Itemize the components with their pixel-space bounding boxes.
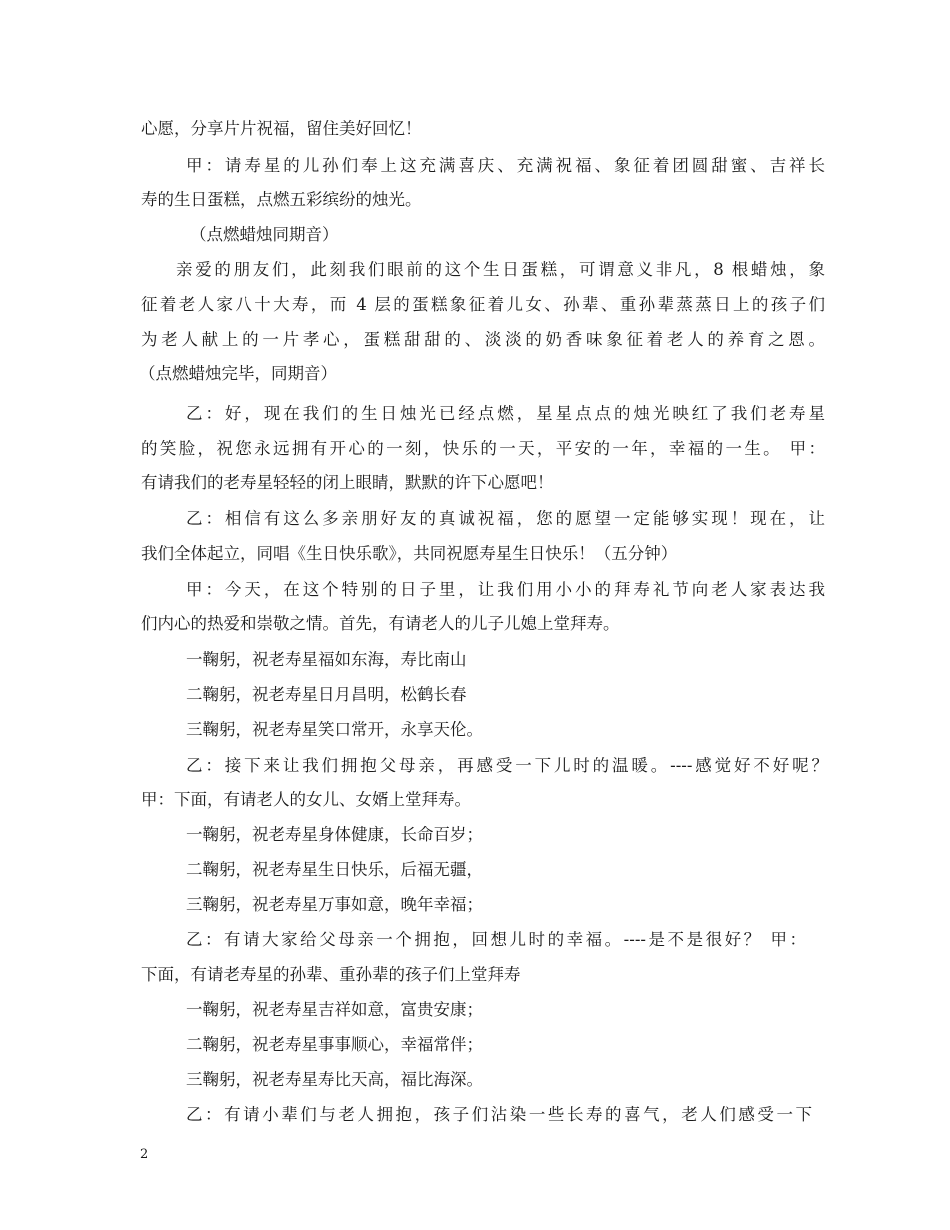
text-line: 为老人献上的一片孝心，蛋糕甜甜的、淡淡的奶香味象征着老人的养育之恩。 (141, 330, 825, 349)
text-line: （点燃蜡烛同期音） (190, 225, 339, 244)
text-line: 二鞠躬，祝老寿星日月昌明，松鹤长春 (186, 685, 467, 704)
text-line: 乙：相信有这么多亲朋好友的真诚祝福，您的愿望一定能够实现！现在，让 (186, 509, 825, 528)
text-line: 甲：下面，有请老人的女儿、女婿上堂拜寿。 (141, 790, 471, 809)
text-line: 三鞠躬，祝老寿星万事如意，晚年幸福； (186, 895, 483, 914)
text-line: （点燃蜡烛完毕，同期音） (139, 364, 337, 383)
text-line: 一鞠躬，祝老寿星身体健康，长命百岁； (186, 825, 483, 844)
text-line: 乙：接下来让我们拥抱父母亲，再感受一下儿时的温暖。----感觉好不好呢？ (186, 756, 828, 775)
text-line: 乙：好，现在我们的生日烛光已经点燃，星星点点的烛光映红了我们老寿星 (186, 404, 825, 423)
text-line: 甲：今天，在这个特别的日子里，让我们用小小的拜寿礼节向老人家表达我 (186, 580, 825, 599)
text-line: 一鞠躬，祝老寿星吉祥如意，富贵安康； (186, 1000, 483, 1019)
text-line: 三鞠躬，祝老寿星寿比天高，福比海深。 (186, 1070, 483, 1089)
text-line: 乙：有请大家给父母亲一个拥抱，回想儿时的幸福。----是不是很好？ 甲： (186, 930, 806, 949)
text-line: 寿的生日蛋糕，点燃五彩缤纷的烛光。 (141, 190, 422, 209)
text-line: 二鞠躬，祝老寿星事事顺心，幸福常伴； (186, 1035, 483, 1054)
page-number: 2 (140, 1147, 149, 1162)
text-line: 乙：有请小辈们与老人拥抱，孩子们沾染一些长寿的喜气，老人们感受一下 (186, 1105, 812, 1124)
text-line: 甲：请寿星的儿孙们奉上这充满喜庆、充满祝福、象征着团圆甜蜜、吉祥长 (186, 156, 825, 175)
text-line: 们内心的热爱和崇敬之情。首先，有请老人的儿子儿媳上堂拜寿。 (141, 614, 620, 633)
text-line: 心愿，分享片片祝福，留住美好回忆！ (141, 119, 422, 138)
text-line: 的笑脸，祝您永远拥有开心的一刻，快乐的一天，平安的一年，幸福的一生。 甲： (141, 439, 825, 458)
text-line: 下面，有请老寿星的孙辈、重孙辈的孩子们上堂拜寿 (141, 965, 521, 984)
text-line: 有请我们的老寿星轻轻的闭上眼睛，默默的许下心愿吧！ (141, 473, 554, 492)
text-line: 二鞠躬，祝老寿星生日快乐，后福无疆， (186, 860, 483, 879)
text-line: 征着老人家八十大寿，而 4 层的蛋糕象征着儿女、孙辈、重孙辈蒸蒸日上的孩子们 (141, 295, 825, 314)
text-line: 三鞠躬，祝老寿星笑口常开，永享天伦。 (186, 720, 483, 739)
text-line: 亲爱的朋友们，此刻我们眼前的这个生日蛋糕，可谓意义非凡，8 根蜡烛，象 (176, 260, 825, 279)
text-line: 我们全体起立，同唱《生日快乐歌》，共同祝愿寿星生日快乐！（五分钟） (141, 544, 678, 563)
text-line: 一鞠躬，祝老寿星福如东海，寿比南山 (186, 650, 467, 669)
